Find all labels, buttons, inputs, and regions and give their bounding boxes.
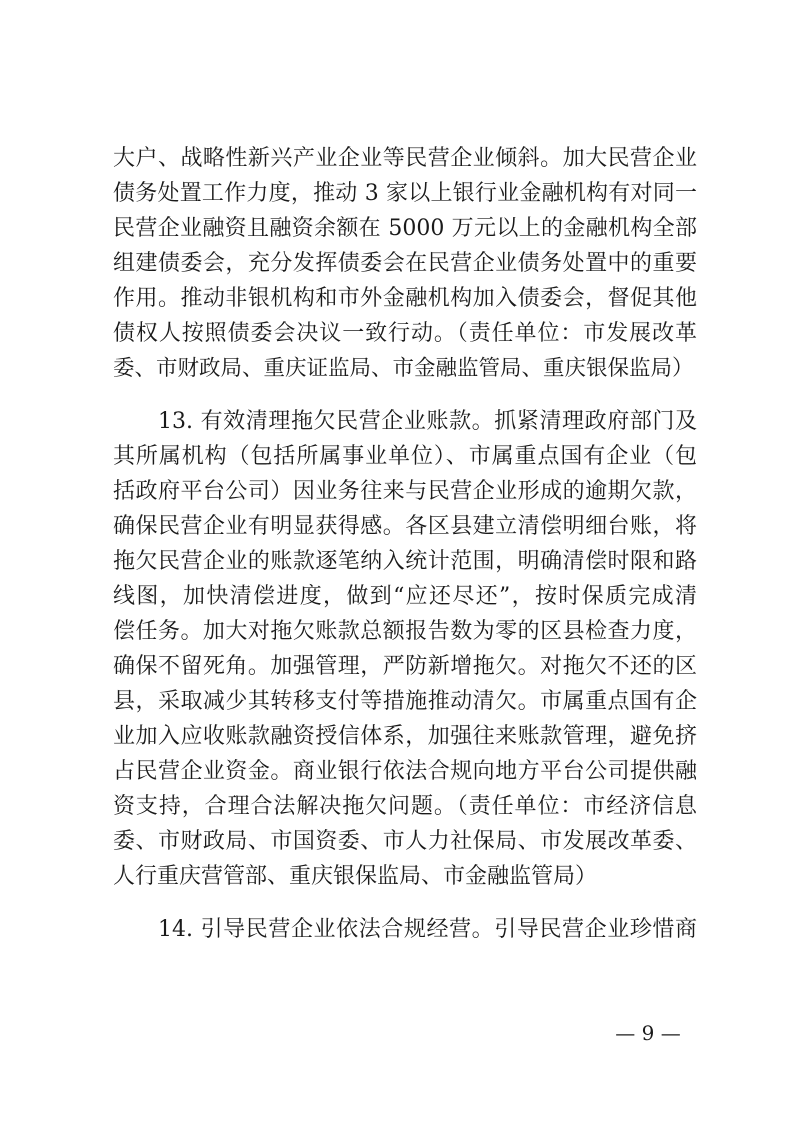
body-line-21: 人行重庆营管部、重庆银保监局、市金融监管局） <box>113 864 598 889</box>
page-number: — 9 — <box>615 1021 681 1045</box>
body-line-15: 确保不留死角。加强管理，严防新增拖欠。对拖欠不还的区 <box>113 654 697 679</box>
body-line-7: 委、市财政局、重庆证监局、市金融监管局、重庆银保监局） <box>113 356 694 381</box>
body-line-18: 占民营企业资金。商业银行依法合规向地方平台公司提供融 <box>113 759 697 784</box>
body-line-3: 民营企业融资且融资余额在 5000 万元以上的金融机构全部 <box>113 216 697 241</box>
body-line-19: 资支持，合理合法解决拖欠问题。（责任单位：市经济信息 <box>113 794 697 819</box>
section-14-heading-line: 14. 引导民营企业依法合规经营。引导民营企业珍惜商 <box>158 917 697 942</box>
body-line-12: 拖欠民营企业的账款逐笔纳入统计范围，明确清偿时限和路 <box>113 549 697 574</box>
body-line-9: 其所属机构（包括所属事业单位）、市属重点国有企业（包 <box>113 444 697 469</box>
body-line-16: 县，采取减少其转移支付等措施推动清欠。市属重点国有企 <box>113 689 697 714</box>
body-line-17: 业加入应收账款融资授信体系，加强往来账款管理，避免挤 <box>113 724 697 749</box>
body-line-20: 委、市财政局、市国资委、市人力社保局、市发展改革委、 <box>113 829 697 854</box>
section-13-heading-line: 13. 有效清理拖欠民营企业账款。抓紧清理政府部门及 <box>158 409 697 434</box>
body-line-10: 括政府平台公司）因业务往来与民营企业形成的逾期欠款， <box>113 479 697 504</box>
body-line-13: 线图，加快清偿进度，做到“应还尽还”，按时保质完成清 <box>113 584 697 609</box>
body-line-5: 作用。推动非银机构和市外金融机构加入债委会，督促其他 <box>113 286 697 311</box>
body-line-14: 偿任务。加大对拖欠账款总额报告数为零的区县检查力度， <box>113 619 697 644</box>
body-line-1: 大户、战略性新兴产业企业等民营企业倾斜。加大民营企业 <box>113 146 697 171</box>
body-line-4: 组建债委会，充分发挥债委会在民营企业债务处置中的重要 <box>113 251 697 276</box>
body-line-11: 确保民营企业有明显获得感。各区县建立清偿明细台账，将 <box>113 514 697 539</box>
body-line-6: 债权人按照债委会决议一致行动。（责任单位：市发展改革 <box>113 321 697 346</box>
body-line-2: 债务处置工作力度，推动 3 家以上银行业金融机构有对同一 <box>113 181 697 206</box>
